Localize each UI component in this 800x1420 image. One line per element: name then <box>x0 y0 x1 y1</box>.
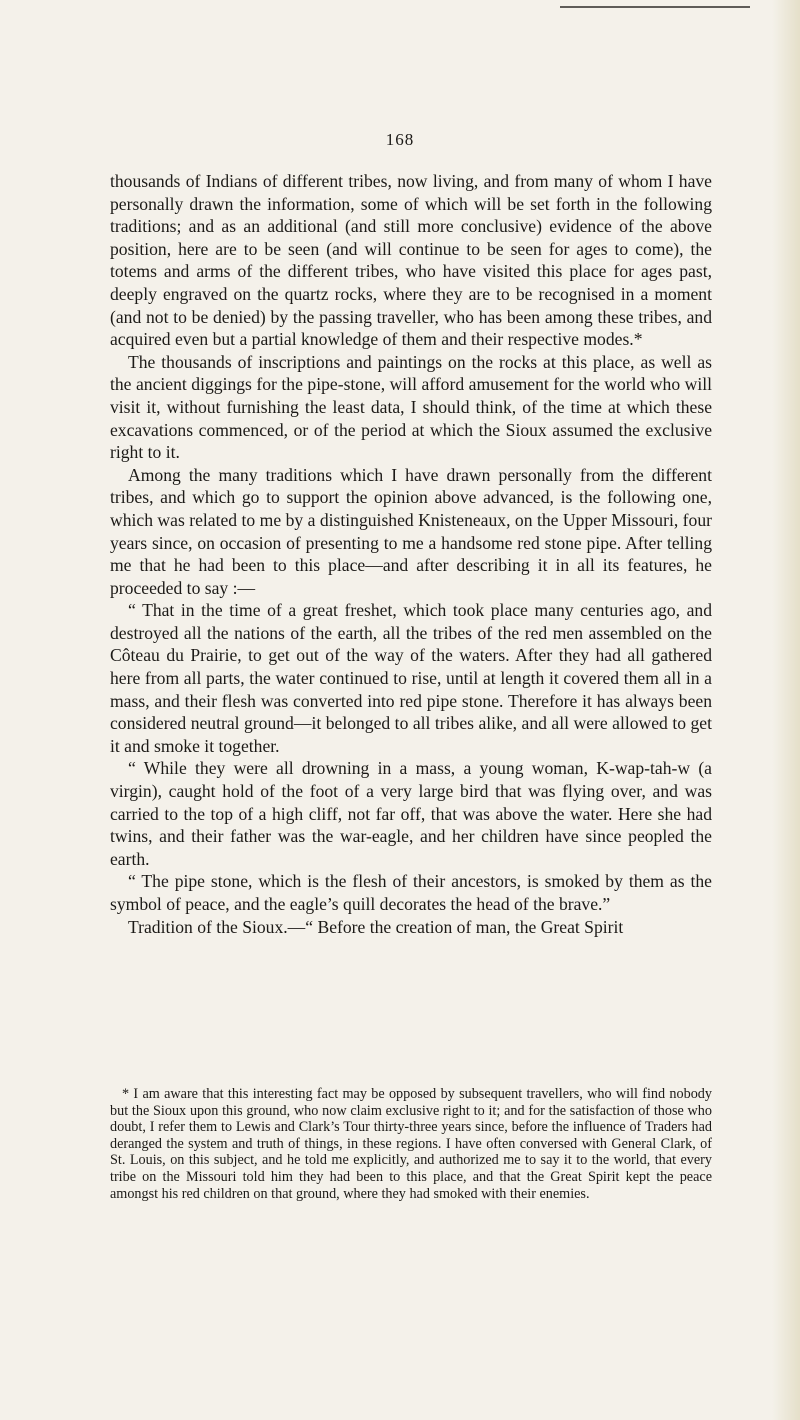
paragraph-2: The thousands of inscriptions and paintings on the rocks at this place, as well as the ancient diggings for the pipe-stone, will afford amusement for the world who will visit it, without furnishing the least data, I should think, of the time at which these excavations commenced, or of the period at which the Sioux assumed the exclusive right to it. <box>110 351 712 463</box>
footnote: * I am aware that this interesting fact may be opposed by subsequent travellers, who will find nobody but the Sioux upon this ground, who now claim exclusive right to it; and for the satisfaction of those who doubt, I refer them to Lewis and Clark’s Tour thirty-three years since, before the influence of Traders had deranged the system and truth of things, in these regions. I have often conversed with General Clark, of St. Louis, on this subject, and he told me explicitly, and authorized me to say it to the world, that every tribe on the Missouri told him they had been to this place, and that the Great Spirit kept the peace amongst his red children on that ground, where they had smoked with their enemies. <box>110 1086 712 1202</box>
page-edge-shadow <box>772 0 800 1420</box>
paragraph-3: Among the many traditions which I have drawn personally from the different tribes, and which go to support the opinion above advanced, is the following one, which was related to me by a distinguished Knisteneaux, on the Upper Missouri, four years since, on occasion of presenting to me a handsome red stone pipe. After telling me that he had been to this place—and after describing it in all its features, he proceeded to say :— <box>110 464 712 598</box>
paragraph-1: thousands of Indians of different tribes, now living, and from many of whom I have personally drawn the information, some of which will be set forth in the following traditions; and as an additional (and still more conclusive) evidence of the above position, here are to be seen (and will continue to be seen for ages to come), the totems and arms of the different tribes, who have visited this place for ages past, deeply engraved on the quartz rocks, where they are to be recognised in a moment (and not to be denied) by the passing traveller, who has been among these tribes, and acquired even but a partial knowledge of them and their respective modes.* <box>110 171 712 350</box>
paragraph-5: “ While they were all drowning in a mass, a young woman, K-wap-tah-w (a virgin), caught hold of the foot of a very large bird that was flying over, and was carried to the top of a high cliff, not far off, that was above the water. Here she had twins, and their father was the war-eagle, and her children have since peopled the earth. <box>110 758 712 869</box>
paragraph-7: Tradition of the Sioux.—“ Before the creation of man, the Great Spirit <box>128 916 624 937</box>
footnote-block <box>110 1086 712 1202</box>
paragraph-6: “ The pipe stone, which is the flesh of their ancestors, is smoked by them as the symbol of peace, and the eagle’s quill decorates the head of the brave.” <box>110 871 712 914</box>
body-text <box>110 170 712 938</box>
top-edge-mark <box>560 6 750 8</box>
paragraph-4: “ That in the time of a great freshet, which took place many centuries ago, and destroyed all the nations of the earth, all the tribes of the red men assembled on the Côteau du Prairie, to get out of the way of the waters. After they had all gathered here from all parts, the water continued to rise, until at length it covered them all in a mass, and their flesh was converted into red pipe stone. Therefore it has always been considered neutral ground—it belonged to all tribes alike, and all were allowed to get it and smoke it together. <box>110 600 712 756</box>
page-number: 168 <box>385 130 415 149</box>
